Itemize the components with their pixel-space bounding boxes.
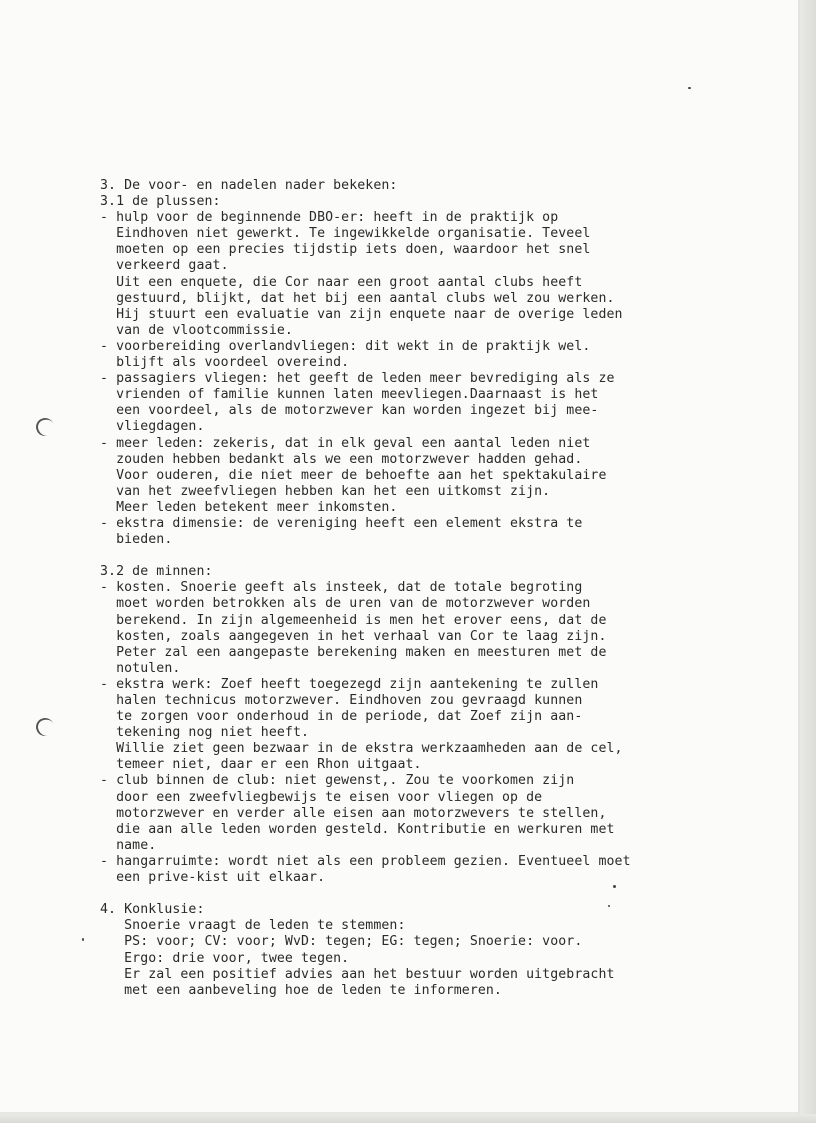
minus-item-ekstra-werk: - ekstra werk: Zoef heeft toegezegd zijn aantekening te zullen halen technicus motorzwever. Eindhoven zou gevraagd kunnen te zorgen voor onderhoud in de periode, dat Zoef zijn aan- tekening nog niet heeft. Willie ziet geen bezwaar in de ekstra werkzaamheden aan de cel, temeer niet, daar er een Rhon uitgaat. bbox=[100, 676, 623, 773]
minus-item-hangar: - hangarruimte: wordt niet als een probleem gezien. Eventueel moet een prive-kist uit elkaar. bbox=[100, 853, 631, 886]
page-edge-shadow bbox=[800, 0, 816, 1123]
plus-item-overland: - voorbereiding overlandvliegen: dit wekt in de praktijk wel. blijft als voordeel overeind. bbox=[100, 338, 591, 371]
minus-item-kosten: - kosten. Snoerie geeft als insteek, dat de totale begroting moet worden betrokken als de uren van de motorzwever worden berekend. In zijn algemeenheid is men het erover eens, dat de kosten, zoals aangegeven in het verhaal van Cor te laag zijn. Peter zal een aangepaste berekening maken en meesturen met de notulen. bbox=[100, 580, 607, 676]
page-bottom-shadow bbox=[0, 1114, 816, 1123]
konklusie-line-3: Ergo: drie voor, twee tegen. bbox=[100, 950, 350, 966]
konklusie-line-2: PS: voor; CV: voor; WvD: tegen; EG: tegen; Snoerie: voor. bbox=[100, 934, 583, 950]
plus-item-meer-leden: - meer leden: zekeris, dat in elk geval een aantal leden niet zouden hebben bedankt als we een motorzwever hadden gehad. Voor ouderen, die niet meer de behoefte aan het spektakulaire van het zweefvliegen hebben kan het een uitkomst zijn. Meer leden betekent meer inkomsten. bbox=[100, 435, 607, 515]
plus-item-ekstra-dimensie: - ekstra dimensie: de vereniging heeft een element ekstra te bieden. bbox=[100, 515, 583, 548]
konklusie-line-4: Er zal een positief advies aan het bestuur worden uitgebracht bbox=[100, 966, 615, 982]
section-3-heading: 3. De voor- en nadelen nader bekeken: bbox=[100, 178, 398, 193]
plus-item-passagiers: - passagiers vliegen: het geeft de leden meer bevrediging als ze vrienden of familie kunnen laten meevliegen.Daarnaast is het een voordeel, als de motorzwever kan worden ingezet bij mee- vliegdagen. bbox=[100, 371, 615, 435]
ink-speck bbox=[688, 87, 691, 89]
konklusie-line-1: Snoerie vraagt de leden te stemmen: bbox=[100, 918, 406, 934]
ink-speck bbox=[82, 938, 84, 941]
plus-heading: 3.1 de plussen: bbox=[100, 194, 221, 210]
typed-document bbox=[100, 178, 631, 999]
minus-heading: 3.2 de minnen: bbox=[100, 564, 213, 580]
konklusie-line-5: met een aanbeveling hoe de leden te informeren. bbox=[100, 982, 502, 998]
section-4-heading: 4. Konklusie: bbox=[100, 902, 205, 918]
plus-item-dbo: - hulp voor de beginnende DBO-er: heeft in de praktijk op Eindhoven niet gewerkt. Te ingewikkelde organisatie. Teveel moeten op een precies tijdstip iets doen, waardoor het snel verkeerd gaat. Uit een enquete, die Cor naar een groot aantal clubs heeft gestuurd, blijkt, dat het bij een aantal clubs wel zou werken. Hij stuurt een evaluatie van zijn enquete naar de overige leden van de vlootcommissie. bbox=[100, 210, 623, 338]
minus-item-club: - club binnen de club: niet gewenst,. Zou te voorkomen zijn door een zweefvliegbewijs te eisen voor vliegen op de motorzwever en verder alle eisen aan motorzwevers te stellen, die aan alle leden worden gesteld. Kontributie en werkuren met name. bbox=[100, 773, 615, 853]
